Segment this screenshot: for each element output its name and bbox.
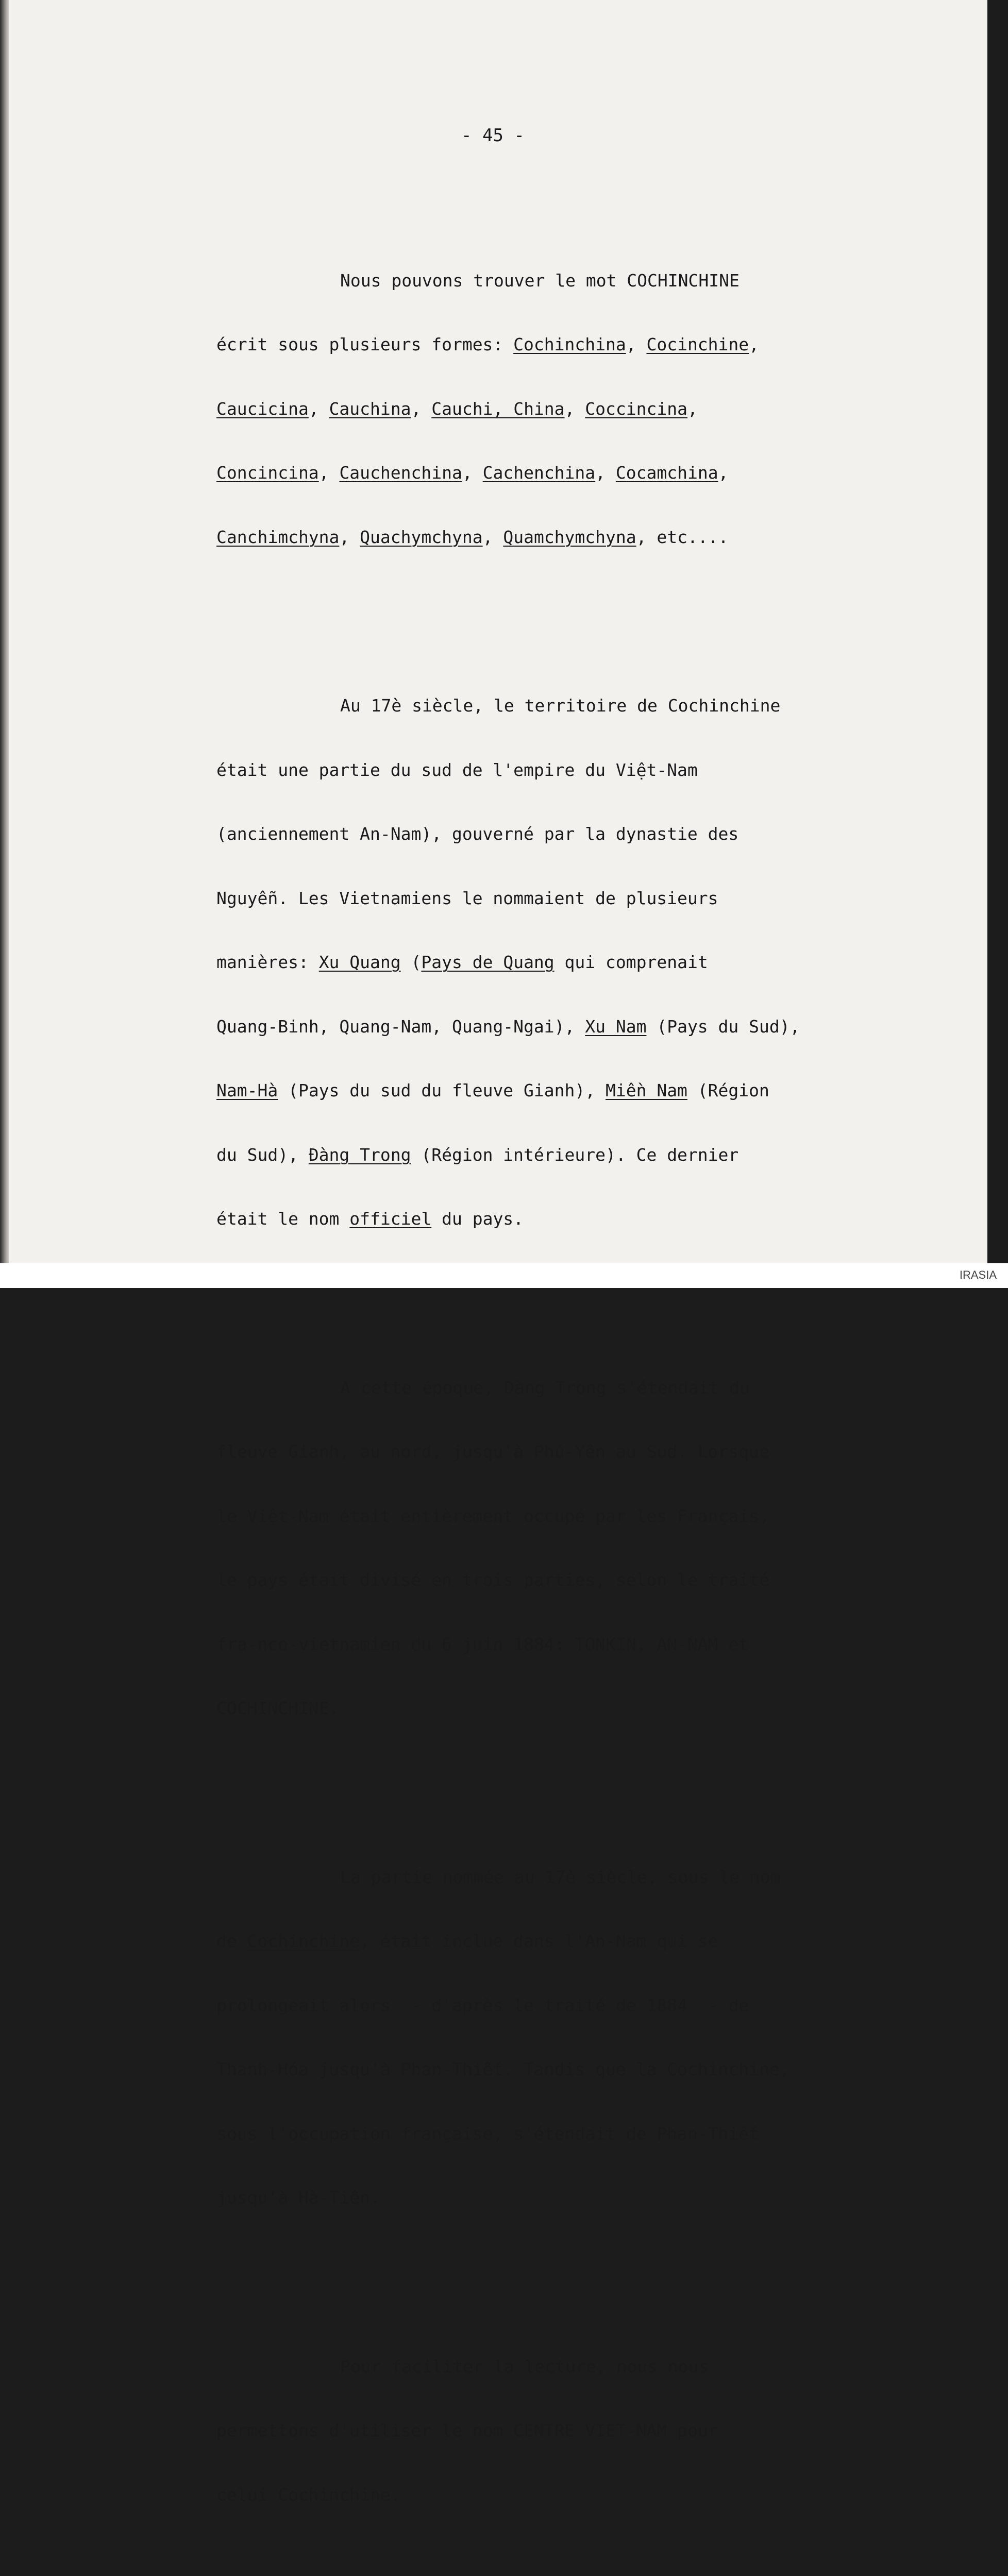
p3-line-2: fleuve Gianh, au nord, jusqu'à Phú-Yên au Sud. Lorsque	[216, 1442, 769, 1462]
p4-line-5: sous l'occupation française, s'étendait de Phan-Thiết	[216, 2123, 759, 2144]
p2-line-9: était le nom officiel du pays.	[216, 1209, 524, 1229]
p4-line-1: La partie nommée au 17è siècle, sous le nom	[340, 1867, 781, 1887]
p2-line-3: (anciennement An-Nam), gouverné par la dynastie des	[216, 824, 739, 844]
paragraph-gap	[216, 2251, 948, 2270]
p3-line-5: fra-nco-vietnamien du 6 juin 1884: TONKIN, AN-NAM et	[216, 1634, 749, 1654]
p2-line-5: manières: Xu Quang (Pays de Quang qui comprenait	[216, 952, 708, 972]
p4-line-4: Thanh-Hóa jusqu'à Phan-Thiết. Tandis que la Cochinchine,	[216, 2059, 790, 2079]
p2-line-2: était une partie du sud de l'empire du Việt-Nam	[216, 759, 698, 780]
source-credit: IRASIA	[959, 1268, 997, 1281]
p3-line-3: le Việt-Nam était entièrement occupé par les Français,	[216, 1505, 769, 1526]
typed-text-body	[216, 82, 948, 2576]
p5-line-2: permettons d'utiliser le nom CENTRE VIET-NAM pour	[216, 2420, 718, 2441]
p3-line-4: le pays était divisé en trois parties, selon le traité	[216, 1570, 769, 1590]
p1-line-4: Concincina, Cauchenchina, Cachenchina, Cocamchina,	[216, 463, 729, 483]
page-binding-edge	[0, 0, 9, 1263]
p2-line-8: du Sud), Đàng Trong (Région intérieure). Ce dernier	[216, 1144, 739, 1165]
p2-line-4: Nguyễn. Les Vietnamiens le nommaient de plusieurs	[216, 888, 718, 908]
p1-line-2: écrit sous plusieurs formes: Cochinchina, Cocinchine,	[216, 334, 760, 354]
p2-line-7: Nam-Hà (Pays du sud du fleuve Gianh), Miền Nam (Région	[216, 1080, 769, 1100]
p4-line-3: prolongeait alors - d'après le traité de 1884 - de	[216, 1995, 749, 2015]
paragraph-gap	[216, 1762, 948, 1781]
p4-line-6: jusqu'à Hà-Tiên.	[216, 2188, 380, 2208]
paragraph-gap	[216, 2548, 948, 2567]
paragraph-gap	[216, 1273, 948, 1292]
p2-line-1: Au 17è siècle, le territoire de Cochinchine	[340, 696, 781, 716]
p1-line-3: Caucicina, Cauchina, Cauchi, China, Coccincina,	[216, 398, 698, 419]
p2-line-6: Quang-Binh, Quang-Nam, Quang-Ngai), Xu Nam (Pays du Sud),	[216, 1016, 800, 1037]
paragraph-gap	[216, 590, 948, 609]
p3-line-6: COCHINCHINE.	[216, 1698, 340, 1718]
p4-line-2: de Cochinchine, était inclue dans l'An-Nam qui se	[216, 1931, 718, 1951]
p1-line-5: Canchimchyna, Quachymchyna, Quamchymchyna, etc....	[216, 527, 729, 547]
p5-line-3: celui Cochinchine.	[216, 2484, 401, 2505]
p3-line-1: A cette époque, Dàng Trong s'étendait du	[340, 1377, 750, 1398]
page-number: - 45 -	[461, 125, 525, 146]
p1-line-1: Nous pouvons trouver le mot COCHINCHINE	[340, 270, 740, 291]
p5-line-1: Pour faciliter la lecture, nous nous	[340, 2356, 709, 2377]
